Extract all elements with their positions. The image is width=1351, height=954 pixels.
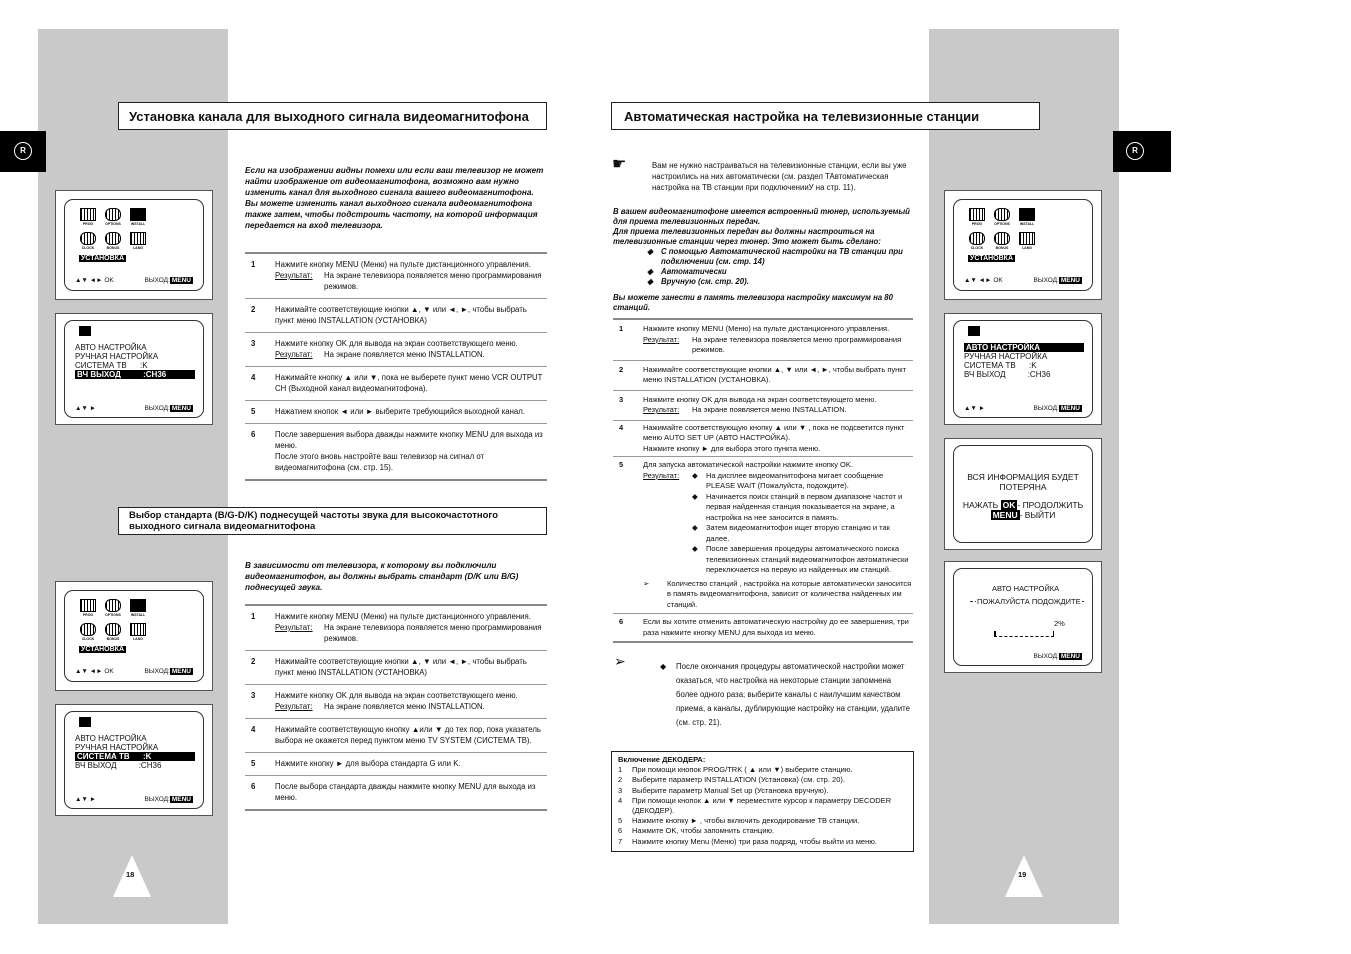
step: 3 Нажмите кнопку OK для вывода на экран соответствующего меню. Результат: На экране появляется меню INSTALLATION. xyxy=(245,333,547,367)
prog-icon: PROG xyxy=(969,208,985,226)
tv-screen-progress: АВТО НАСТРОЙКА ПОЖАЛУЙСТА ПОДОЖДИТЕ 2% ВЫХОД: MENU xyxy=(944,561,1102,673)
list-item: 1 При помощи кнопок PROG/TRK ( ▲ или ▼) выберите станцию. xyxy=(618,765,853,775)
intro-text xyxy=(245,165,547,231)
clock-icon: CLOCK xyxy=(80,232,96,250)
intro-paragraph: Вы можете изменить канал выходного сигнала видеомагнитофона также затем, чтобы подстроить частоту, на которой информация передается на вход телевизора. xyxy=(245,199,538,230)
lang-icon: LANG xyxy=(130,623,146,641)
note-text: Вам не нужно настраиваться на телевизионные станции, если вы уже настроились на них автоматически (см. раздел ТАвтоматическая настройка на ТВ станции при подключенииУ на стр. 11). xyxy=(652,161,907,192)
clock-icon: CLOCK xyxy=(969,232,985,250)
list-item: ◆ После завершения процедуры автоматического поиска телевизионных станций видеомагнитофон автоматически переключается на первую из найденных им станций. xyxy=(692,544,909,574)
bonus-icon: BONUS xyxy=(994,232,1010,250)
intro-text: В вашем видеомагнитофоне имеется встроенный тюнер, используемый для приема телевизионных передач. Для приема телевизионных передач вы должны настроиться на телевизионные станции через тюнер. Это может быть сделано: ◆ С помощью Автоматической настройки на ТВ станции при подключении (см. стр. 14) ◆ Автоматически ◆ Вручную (см. стр. 20). Вы можете занести в память телевизора настройку максимум на 80 станций. xyxy=(613,207,913,313)
progress-bar xyxy=(994,631,1054,637)
list-item: 2 Выберите параметр INSTALLATION (Установка) (см. стр. 20). xyxy=(618,775,845,785)
progress-percent: 2% xyxy=(1054,619,1065,628)
list-item: ◆ На дисплее видеомагнитофона мигает сообщение PLEASE WAIT (Пожалуйста, подождите). xyxy=(692,470,884,490)
tv-screen-install-menu: АВТО НАСТРОЙКА РУЧНАЯ НАСТРОЙКА СИСТЕМА ТВ :K ВЧ ВЫХОД :CH36 ▲▼ ► ВЫХОД: MENU xyxy=(55,313,213,425)
progress-fill xyxy=(995,631,996,636)
list-item: ◆ Вручную (см. стр. 20). xyxy=(647,277,749,286)
region-badge: R xyxy=(1126,142,1144,160)
intro-text: В зависимости от телевизора, к которому вы подключили видеомагнитофон, вы должны выбрать стандарт (D/K или B/G) поднесущей звука. xyxy=(245,561,519,592)
page-number: 18 xyxy=(126,870,135,879)
step: 3 Нажмите кнопку OK для вывода на экран соответствующего меню. Результат: На экране появляется меню INSTALLATION. xyxy=(245,685,547,719)
section-title-output-channel: Установка канала для выходного сигнала видеомагнитофона xyxy=(118,102,547,130)
options-icon: OPTIONS xyxy=(105,208,121,226)
step: 6 После завершения выбора дважды нажмите кнопку MENU для выхода из меню. После этого вновь настройте ваш телевизор на сигнал от видеомагнитофона (см. стр. 15). xyxy=(251,430,543,472)
region-badge: R xyxy=(14,142,32,160)
tv-screen-warning: ВСЯ ИНФОРМАЦИЯ БУДЕТ ПОТЕРЯНА НАЖАТЬ OK - ПРОДОЛЖИТЬ MENU - ВЫЙТИ xyxy=(944,438,1102,550)
steps-list-sound-standard xyxy=(245,604,547,811)
list-item: ◆ Автоматически xyxy=(647,267,727,276)
step: 5 Нажатием кнопок ◄ или ► выберите требующийся выходной канал. xyxy=(245,401,547,424)
steps-list-output-channel xyxy=(245,252,547,481)
install-icon xyxy=(968,326,980,337)
list-item: 7 Нажмите кнопку Menu (Меню) три раза подряд, чтобы выйти из меню. xyxy=(618,836,877,846)
step: 2 Нажимайте соответствующие кнопки ▲, ▼ или ◄, ►, чтобы выбрать пункт меню INSTALLATION (УСТАНОВКА) xyxy=(245,299,547,333)
list-item: 3 Выберите параметр Manual Set up (Установка вручную). xyxy=(618,785,829,795)
decoder-box xyxy=(611,751,914,852)
region-tab-left xyxy=(0,131,46,172)
options-icon: OPTIONS xyxy=(994,208,1010,226)
lang-icon: LANG xyxy=(1019,232,1035,250)
install-icon: INSTALL xyxy=(130,208,146,226)
list-item: 4 При помощи кнопок ▲ или ▼ переместите курсор к параметру DECODER (ДЕКОДЕР). xyxy=(618,795,892,816)
list-item: ◆ Начинается поиск станций в первом диапазоне частот и первая найденная станция показывается на экране, а настройка на нее заносится в память. xyxy=(692,491,903,522)
list-item: 6 Нажмите OK, чтобы запомнить станцию. xyxy=(618,826,775,836)
decoder-title: Включение ДЕКОДЕРА: xyxy=(618,755,706,764)
step: 4 Нажимайте соответствующую кнопку ▲ или ▼ , пока не подсветится пункт меню AUTO SET UP (АВТО НАСТРОЙКА). Нажмите кнопку ► для выбора этого пункта меню. xyxy=(613,421,913,458)
step: 1 Нажмите кнопку MENU (Меню) на пульте дистанционного управления. Результат: На экране телевизора появляется меню программирования режимов. xyxy=(245,254,547,299)
list-item: ◆ С помощью Автоматической настройки на ТВ станции при подключении (см. стр. 14) xyxy=(647,247,903,266)
step: 6 Если вы хотите отменить автоматическую настройку до ее завершения, три раза нажмите кнопку MENU для выхода из меню. xyxy=(613,614,913,643)
step: 4 Нажимайте кнопку ▲ или ▼, пока не выберете пункт меню VCR OUTPUT CH (Выходной канал видеомагнитофона). xyxy=(245,367,547,401)
tip-text: ◆ После окончания процедуры автоматической настройки может оказаться, что настройка на некоторые станции запомнена более одного раза; выберите каналы с наилучшим качеством приема, а каналы, дублирующие настройку на станции, удалите (см. стр. 21). xyxy=(660,662,910,727)
tv-screen-main-menu: PROG OPTIONS INSTALL CLOCK BONUS LANG УСТАНОВКА ▲▼ ◄► OK ВЫХОД: MENU xyxy=(944,190,1102,300)
install-icon xyxy=(79,326,91,337)
step: 4 Нажимайте соответствующую кнопку ▲или ▼ до тех пор, пока указатель выбора не окажется перед пунктом меню TV SYSTEM (СИСТЕМА ТВ). xyxy=(245,719,547,753)
list-item: ◆ Затем видеомагнитофон ищет вторую станцию и так далее. xyxy=(692,523,890,543)
install-icon xyxy=(79,717,91,728)
prog-icon: PROG xyxy=(80,599,96,617)
section-title-auto-tuning: Автоматическая настройка на телевизионные станции xyxy=(611,102,1040,130)
options-icon: OPTIONS xyxy=(105,599,121,617)
tv-screen-main-menu: PROG OPTIONS INSTALL CLOCK BONUS LANG УСТАНОВКА ▲▼ ◄► OK ВЫХОД: MENU xyxy=(55,581,213,691)
region-tab-right xyxy=(1113,131,1171,172)
step: 1 Нажмите кнопку MENU (Меню) на пульте дистанционного управления. Результат: На экране телевизора появляется меню программирования режимов. xyxy=(245,606,547,651)
screen-footer: ▲▼ ◄► OK ВЫХОД: MENU xyxy=(75,277,191,284)
tv-screen-main-menu xyxy=(55,190,213,300)
tv-screen-install-menu: АВТО НАСТРОЙКА РУЧНАЯ НАСТРОЙКА СИСТЕМА ТВ :K ВЧ ВЫХОД :CH36 ▲▼ ► ВЫХОД: MENU xyxy=(55,704,213,816)
page-number: 19 xyxy=(1018,870,1027,879)
install-label: УСТАНОВКА xyxy=(81,255,125,262)
step-note: ➢ Количество станций , настройка на которые автоматически заносится в память видеомагнитофона, зависит от количества найденных им станций. xyxy=(643,578,912,609)
step: 2 Нажимайте соответствующие кнопки ▲, ▼ или ◄, ►, чтобы выбрать пункт меню INSTALLATION (УСТАНОВКА). xyxy=(613,361,913,391)
tv-screen-install-menu: АВТО НАСТРОЙКА РУЧНАЯ НАСТРОЙКА СИСТЕМА ТВ :K ВЧ ВЫХОД :CH36 ▲▼ ► ВЫХОД: MENU xyxy=(944,313,1102,425)
step: 2 Нажимайте соответствующие кнопки ▲, ▼ или ◄, ►, чтобы выбрать пункт меню INSTALLATION (УСТАНОВКА) xyxy=(245,651,547,685)
step: 5 Для запуска автоматической настройки нажмите кнопку OK. Результат: ◆ На дисплее видеомагнитофона мигает сообщение PLEASE WAIT (Пожалуйста, подождите). ◆ Начинается поиск станций в первом диапазоне частот и первая найденная станция показывается на экране, а настройка на нее заносится в память. ◆ Затем видеомагнитофон ищет вторую станцию и так далее. ◆ После завершения процедуры автоматического поиска телевизионных станций видеомагнитофон автоматически переключается на первую из найденных им станций. ➢ Количество станций , настройка на которые автоматически заносится в память видеомагнитофона, зависит от количества найденных им станций. xyxy=(613,457,913,614)
bonus-icon: BONUS xyxy=(105,232,121,250)
step: 6 После выбора стандарта дважды нажмите кнопку MENU для выхода из меню. xyxy=(251,782,536,802)
bonus-icon: BONUS xyxy=(105,623,121,641)
note-hand-icon: ☛ xyxy=(612,156,627,173)
clock-icon: CLOCK xyxy=(80,623,96,641)
prog-icon: PROG xyxy=(80,208,96,226)
step: 1 Нажмите кнопку MENU (Меню) на пульте дистанционного управления. Результат: На экране телевизора появляется меню программирования режимов. xyxy=(613,320,913,361)
intro-paragraph: Если на изображении видны помехи или если ваш телевизор не может найти изображение от видеомагнитофона, возможно вам нужно изменить канал для выходного сигнала вашего видеомагнитофона. xyxy=(245,166,544,197)
install-icon: INSTALL xyxy=(130,599,146,617)
list-item: 5 Нажмите кнопку ► , чтобы включить декодирование ТВ станции. xyxy=(618,816,860,826)
install-icon: INSTALL xyxy=(1019,208,1035,226)
step: 5 Нажмите кнопку ► для выбора стандарта G или K. xyxy=(245,753,547,776)
tip-arrow-icon: ➢ xyxy=(614,653,626,669)
step: 3 Нажмите кнопку OK для вывода на экран соответствующего меню. Результат: На экране появляется меню INSTALLATION. xyxy=(613,391,913,421)
steps-list-auto-tuning xyxy=(613,318,913,643)
section-title-sound-standard: Выбор стандарта (B/G-D/K) поднесущей частоты звука для высокочастотного выходного сигнала видеомагнитофона xyxy=(118,507,547,535)
lang-icon: LANG xyxy=(130,232,146,250)
